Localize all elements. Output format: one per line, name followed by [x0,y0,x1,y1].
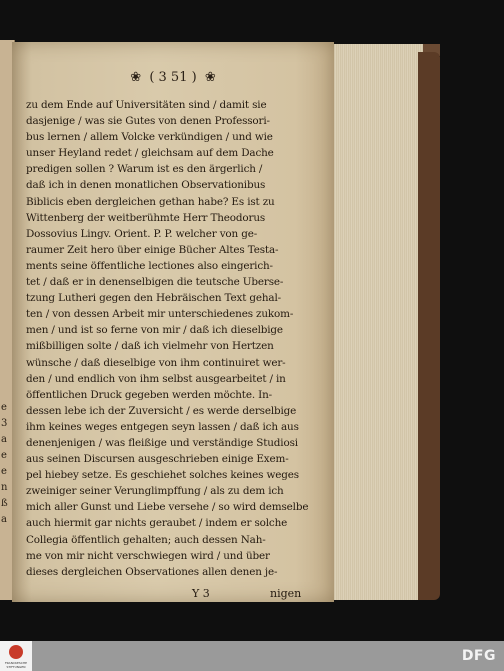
text-line: auch hiermit gar nichts geraubet / indem er solche [26,517,288,530]
text-line: raumer Zeit hero über einige Bücher Altes Testa- [26,243,279,256]
text-line: mich aller Gunst und Liebe versehe / so wird demselbe [26,501,309,514]
previous-page-fragment: e [1,450,7,461]
previous-page-fragment: n [1,482,8,493]
text-line: öffentlichen Druck gegeben werden möchte. In- [26,388,272,401]
catchword: nigen [270,587,302,600]
text-line: Dossovius Lingv. Orient. P. P. welcher von ge- [26,227,258,240]
previous-page-fragment: a [1,514,7,525]
text-line: daß ich in denen monatlichen Observationibus [26,179,266,192]
page-text [26,97,326,580]
text-line: unser Heyland redet / gleichsam auf dem Dache [26,147,274,160]
text-line: tet / daß er in denenselbigen die teutsche Uberse- [26,276,284,289]
previous-page-fragment: e [1,466,7,477]
text-line: den / und endlich von ihm selbst ausgearbeitet / in [26,372,286,385]
previous-page-fragment: 3 [1,418,8,429]
text-line: wünsche / daß dieselbige von ihm continuiret wer- [26,356,286,369]
francke-logo[interactable] [0,641,32,671]
right-ornament-icon: ❀ [204,70,216,85]
book-cover [418,52,440,600]
page-block-edges [330,44,423,600]
text-line: Wittenberg der weitberühmte Herr Theodorus [26,211,266,224]
text-line: ments seine öffentliche lectiones also eingerich- [26,259,273,272]
text-line: dessen lebe ich der Zuversicht / es werde derselbige [26,404,297,417]
francke-logo-text: FRANCKESCHE STIFTUNGEN [4,661,28,669]
signature-mark: Y 3 [192,587,210,600]
footer-bar [0,641,504,671]
text-line: Biblicis eben dergleichen gethan habe? Es ist zu [26,195,275,208]
text-line: denenjenigen / was fleißige und verständige Studiosi [26,436,298,449]
page-header [12,70,334,85]
francke-logo-icon [9,645,23,659]
dfg-logo[interactable]: DFG [461,648,496,664]
text-line: pel hiebey setze. Es geschiehet solches keines weges [26,469,299,482]
text-line: dasjenige / was sie Gutes von denen Professori- [26,115,270,128]
previous-page-fragment: a [1,434,7,445]
page-number: ( 3 51 ) [149,70,197,85]
book-page [12,42,334,602]
previous-page-fragment: ß [1,498,8,509]
text-line: tzung Lutheri gegen den Hebräischen Text gehal- [26,292,281,305]
left-ornament-icon: ❀ [130,70,142,85]
text-line: mißbilligen solte / daß ich vielmehr von Hertzen [26,340,274,353]
text-line: ten / von dessen Arbeit mir unterschiedenes zukom- [26,308,294,321]
text-line: bus lernen / allem Volcke verkündigen / und wie [26,131,273,144]
text-line: me von mir nicht verschwiegen wird / und über [26,549,270,562]
text-line: aus seinen Discursen ausgeschrieben einige Exem- [26,453,289,466]
text-line: Collegia öffentlich gehalten; auch dessen Nah- [26,533,266,546]
text-line: men / und ist so ferne von mir / daß ich dieselbige [26,324,283,337]
text-line: dieses dergleichen Observationes allen denen je- [26,565,278,578]
previous-page-fragment: e [1,402,7,413]
text-line: zweiniger seiner Verunglimpffung / als zu dem ich [26,485,284,498]
text-line: zu dem Ende auf Universitäten sind / damit sie [26,99,267,111]
text-line: predigen sollen ? Warum ist es den ärgerlich / [26,163,263,176]
text-line: ihm keines weges entgegen seyn lassen / daß ich aus [26,420,299,433]
